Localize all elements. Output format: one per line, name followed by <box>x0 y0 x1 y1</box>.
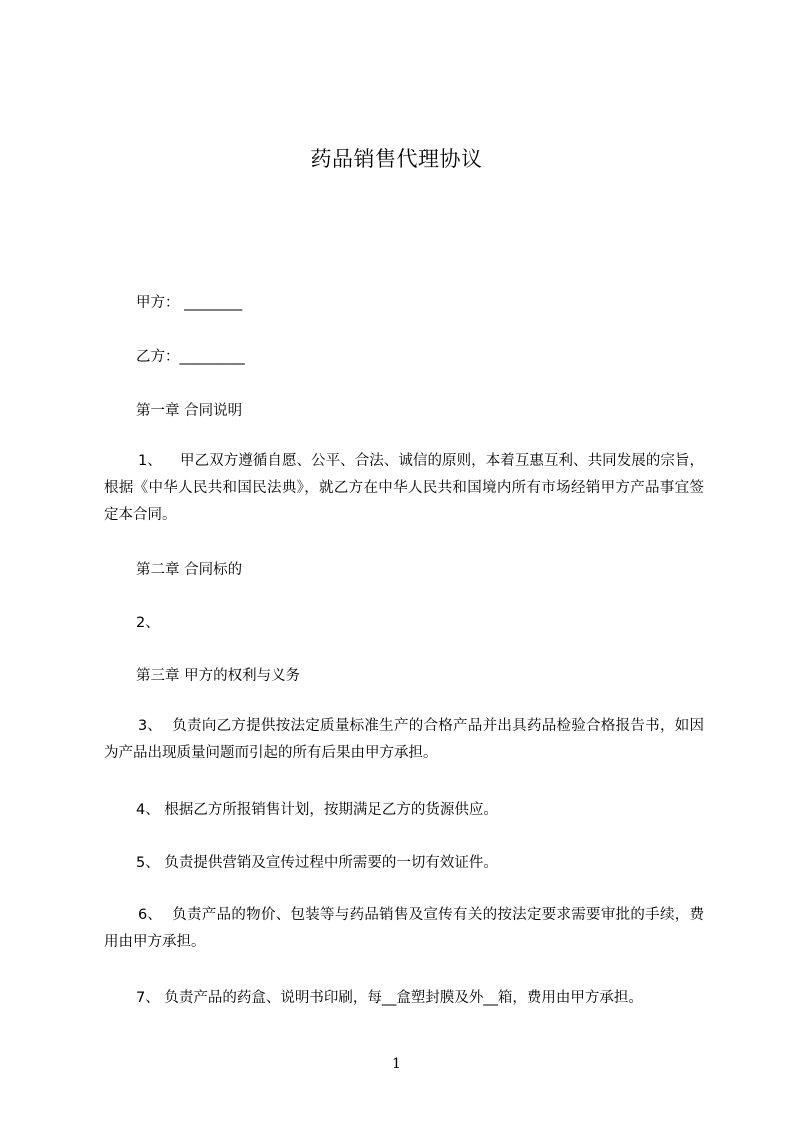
clause-2: 2、 <box>136 615 160 631</box>
clause-1-text: 甲乙双方遵循自愿、公平、合法、诚信的原则，本着互惠互利、共同发展的宗旨，根据《中华人民共和国民法典》，就乙方在中华人民共和国境内所有市场经销甲方产品事宜签定本合同。 <box>104 453 704 523</box>
clause-6-number: 6、 <box>138 907 162 923</box>
clause-5: 5、 负责提供营销及宣传过程中所需要的一切有效证件。 <box>136 855 498 871</box>
clause-3-number: 3、 <box>138 718 162 734</box>
chapter-1-heading: 第一章 合同说明 <box>136 403 243 419</box>
clause-7: 7、 负责产品的药盒、说明书印刷，每__盒塑封膜及外__箱，费用由甲方承担。 <box>136 990 643 1006</box>
clause-4: 4、 根据乙方所报销售计划，按期满足乙方的货源供应。 <box>136 802 498 818</box>
page-number: 1 <box>392 1056 401 1072</box>
chapter-3-heading: 第三章 甲方的权利与义务 <box>136 668 301 684</box>
party-b-line: 乙方：_________ <box>136 349 245 365</box>
clause-1 <box>104 448 704 529</box>
clause-1-number: 1、 <box>138 453 162 469</box>
document-title: 药品销售代理协议 <box>310 147 483 171</box>
party-a-line: 甲方： ________ <box>136 295 243 311</box>
clause-6-text: 负责产品的物价、包装等与药品销售及宣传有关的按法定要求需要审批的手续，费用由甲方承担。 <box>104 907 704 950</box>
clause-3 <box>104 713 704 767</box>
clause-3-text: 负责向乙方提供按法定质量标准生产的合格产品并出具药品检验合格报告书，如因为产品出现质量问题而引起的所有后果由甲方承担。 <box>104 718 704 761</box>
chapter-2-heading: 第二章 合同标的 <box>136 562 243 578</box>
clause-6 <box>104 902 704 956</box>
